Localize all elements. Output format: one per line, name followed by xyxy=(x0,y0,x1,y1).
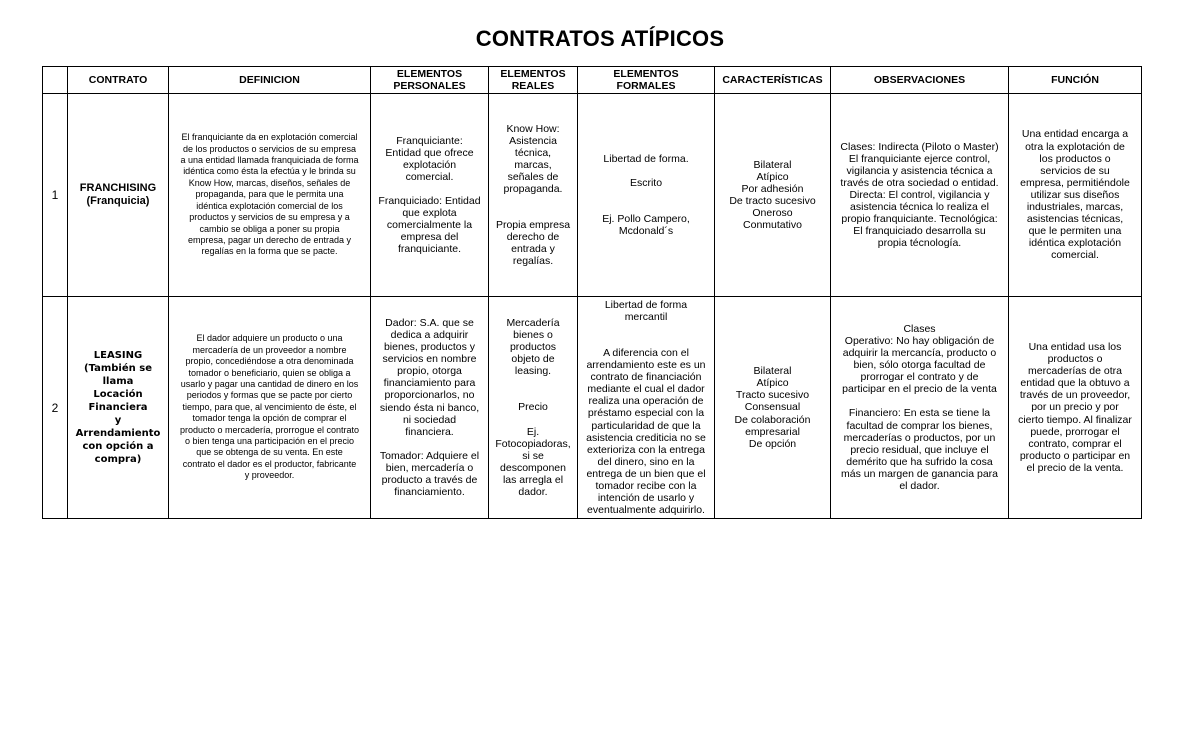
characteristics-cell: Bilateral Atípico Por adhesión De tracto sucesivo Oneroso Conmutativo xyxy=(715,94,831,297)
observation-text: Financiero: En esta se tiene la facultad de comprar los bienes, mercaderías o productos, por un precio residual, que incluye el demérito que ha sufrido la cosa más un margen de ganancia para el dador. xyxy=(840,407,999,493)
contracts-table xyxy=(42,66,1142,519)
header-observaciones: OBSERVACIONES xyxy=(831,67,1009,94)
personal-element: Franquiciado: Entidad que explota comercialmente la empresa del franquiciante. xyxy=(378,194,481,256)
definition-cell: El franquiciante da en explotación comercial de los productos o servicios de su empresa a una entidad llamada franquiciada de forma idéntica como ésta la efectúa y le brinda su Know How, marcas, diseños, señales de propaganda, para que le permita una idéntica explotación comercial de los productos y servicios de su empresa y a cambio se obliga a poner su propia empresa, pagar un derecho de entrada y regalías en la forma que se pacte. xyxy=(169,94,371,297)
formal-elements-cell xyxy=(578,297,715,519)
contract-name: LEASING (También se llama Locación Financiera y Arrendamiento con opción a compra) xyxy=(68,297,169,519)
real-element: Precio xyxy=(518,401,548,414)
row-number: 2 xyxy=(43,297,68,519)
formal-elements-cell xyxy=(578,94,715,297)
header-elementos-formales: ELEMENTOS FORMALES xyxy=(578,67,715,94)
table-row xyxy=(43,297,1142,519)
characteristics-cell: Bilateral Atípico Tracto sucesivo Consensual De colaboración empresarial De opción xyxy=(715,297,831,519)
page-title: CONTRATOS ATÍPICOS xyxy=(475,26,725,51)
real-element: Know How: Asistencia técnica, marcas, señales de propaganda. xyxy=(503,122,563,195)
formal-element: Escrito xyxy=(629,176,663,189)
formal-element: Ej. Pollo Campero, Mcdonald´s xyxy=(602,213,690,238)
header-elementos-reales: ELEMENTOS REALES xyxy=(489,67,578,94)
observation-text: Clases Operativo: No hay obligación de adquirir la mercancía, producto o bien, sólo otorga facultad de prorrogar el contrato y de participar en el precio de la venta xyxy=(842,322,997,396)
personal-element: Dador: S.A. que se dedica a adquirir bienes, productos y servicios en nombre propio, otorga financiamiento para proporcionarlos, no siendo ésta ni banco, ni sociedad financiera. xyxy=(379,316,480,438)
header-row xyxy=(43,67,1142,94)
personal-element: Franquiciante: Entidad que ofrece explotación comercial. xyxy=(385,134,474,183)
table-row xyxy=(43,94,1142,297)
personal-element: Tomador: Adquiere el bien, mercadería o producto a través de financiamiento. xyxy=(379,449,480,499)
contract-name: FRANCHISING (Franquicia) xyxy=(68,94,169,297)
personal-elements-cell xyxy=(371,297,489,519)
header-elementos-personales: ELEMENTOS PERSONALES xyxy=(371,67,489,94)
header-definicion: DEFINICION xyxy=(169,67,371,94)
real-elements-cell xyxy=(489,297,578,519)
personal-elements-cell xyxy=(371,94,489,297)
function-cell: Una entidad encarga a otra la explotación de los productos o servicios de su empresa, permitiéndole utilizar sus diseños industriales, marcas, asistencias técnicas, que le permiten una idéntica explotación comercial. xyxy=(1009,94,1142,297)
header-funcion: FUNCIÓN xyxy=(1009,67,1142,94)
real-element: Propia empresa derecho de entrada y regalías. xyxy=(495,219,571,268)
formal-element: Libertad de forma mercantil xyxy=(604,298,688,323)
header-contrato: CONTRATO xyxy=(68,67,169,94)
header-caracteristicas: CARACTERÍSTICAS xyxy=(715,67,831,94)
formal-element: A diferencia con el arrendamiento este es un contrato de financiación mediante el cual el dador realiza una operación de préstamo especial con la particularidad de que la asistencia crediticia no se exterioriza con la entrega del dinero, sino en la entrega de un bien que el tomador recibe con la intención de usarlo y eventualmente adquirirlo. xyxy=(586,346,706,517)
real-element: Mercadería bienes o productos objeto de leasing. xyxy=(506,316,560,378)
observations-cell xyxy=(831,297,1009,519)
observations-cell: Clases: Indirecta (Piloto o Master) El franquiciante ejerce control, vigilancia y asistencia técnica a través de otra sociedad o entidad. Directa: El control, vigilancia y asistencia técnica lo realiza el propio franquiciante. Tecnológica: El franquiciado desarrolla su propia técnología. xyxy=(831,94,1009,297)
row-number: 1 xyxy=(43,94,68,297)
formal-element: Libertad de forma. xyxy=(603,152,689,165)
header-num xyxy=(43,67,68,94)
definition-cell: El dador adquiere un producto o una mercadería de un proveedor a nombre propio, concediéndose a otra denominada tomador o beneficiario, quien se obliga a usarlo y pagar una cantidad de dinero en los periodos y formas que se pacte por cierto tiempo, para que, al vencimiento de éste, el tomador tenga la opción de comprar el producto o mercadería, prorrogue el contrato o bien tenga una participación en el precio que se obtenga de su venta. En este contrato el dador es el productor, fabricante y proveedor. xyxy=(169,297,371,519)
function-cell: Una entidad usa los productos o mercaderías de otra entidad que la obtuvo a través de un proveedor, por un precio y por cierto tiempo. Al finalizar puede, prorrogar el contrato, comprar el producto o participar en el precio de la venta. xyxy=(1009,297,1142,519)
real-element: Ej. Fotocopiadoras, si se descomponen las arregla el dador. xyxy=(495,425,571,498)
real-elements-cell xyxy=(489,94,578,297)
